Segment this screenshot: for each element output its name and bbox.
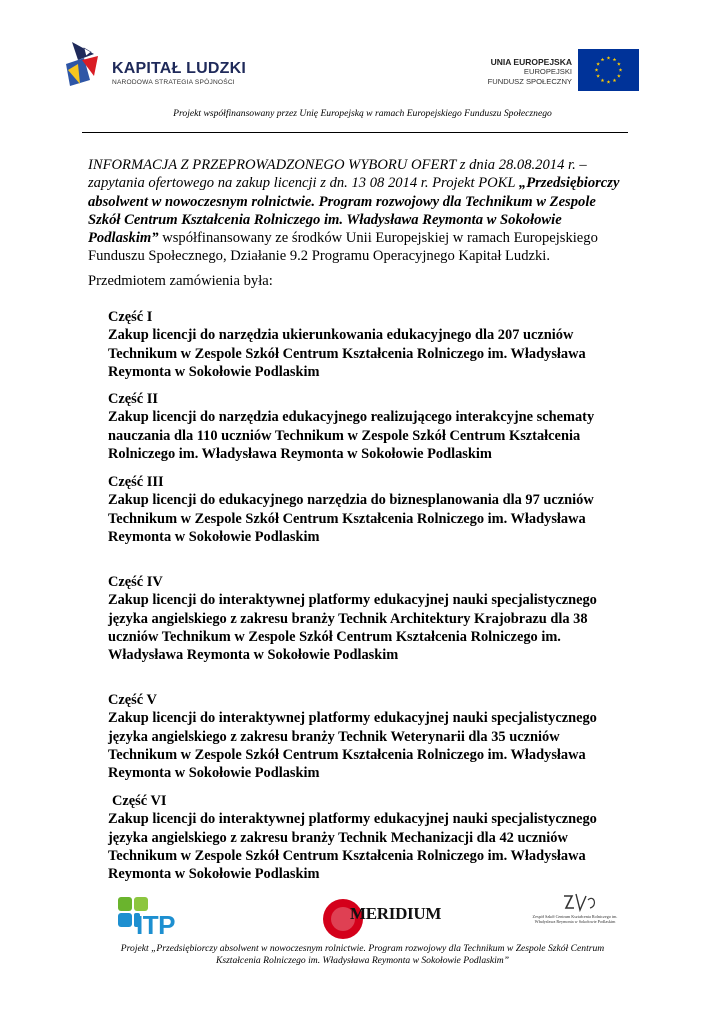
intro-line-6: Funduszu Społecznego, Działanie 9.2 Programu Operacyjnego Kapitał Ludzki. bbox=[88, 248, 551, 265]
part-title: Część VI bbox=[112, 793, 167, 809]
kapital-ludzki-subtitle: NARODOWA STRATEGIA SPÓJNOŚCI bbox=[112, 79, 235, 86]
footer-line-2: Kształcenia Rolniczego im. Władysława Reymonta w Sokołowie Podlaskim” bbox=[215, 955, 510, 967]
part-4 bbox=[108, 573, 628, 664]
part-line: Reymonta w Sokołowie Podlaskim bbox=[108, 765, 320, 782]
part-line: Technikum w Zespole Szkół Centrum Kształcenia Rolniczego im. Władysława bbox=[108, 510, 586, 527]
part-line: Reymonta w Sokołowie Podlaskim bbox=[108, 866, 320, 883]
eu-flag-icon bbox=[578, 49, 639, 91]
intro-line-5: współfinansowany ze środków Unii Europejskiej w ramach Europejskiego bbox=[158, 230, 598, 247]
part-line: Zakup licencji do narzędzia edukacyjnego realizującego interakcyjne schematy bbox=[108, 409, 595, 426]
kapital-ludzki-title: KAPITAŁ LUDZKI bbox=[112, 60, 247, 77]
itp-logo-text: ITP bbox=[136, 910, 175, 940]
intro-paragraph bbox=[88, 156, 622, 266]
part-2 bbox=[108, 390, 628, 463]
eu-label-line-3: FUNDUSZ SPOŁECZNY bbox=[487, 77, 572, 86]
intro-line-4: Szkół Centrum Kształcenia Rolniczego im. Władysława Reymonta w Sokołowie bbox=[88, 211, 562, 228]
part-line: Władysława Reymonta w Sokołowie Podlaskim bbox=[108, 647, 399, 664]
part-5 bbox=[108, 691, 628, 782]
part-line: Zakup licencji do narzędzia ukierunkowania edukacyjnego dla 207 uczniów bbox=[108, 327, 574, 344]
part-1 bbox=[108, 308, 628, 381]
part-line: Technikum w Zespole Szkół Centrum Kształcenia Rolniczego im. Władysława bbox=[108, 345, 586, 362]
part-line: Reymonta w Sokołowie Podlaskim bbox=[108, 363, 320, 380]
school-logo-text: Zespół Szkół Centrum Kształcenia Rolniczego im. Władysława Reymonta w Sokołowie Podlaskim bbox=[532, 914, 618, 924]
part-title: Część III bbox=[108, 474, 164, 490]
part-line: języka angielskiego z zakresu branży Technik Mechanizacji dla 42 uczniów bbox=[108, 829, 568, 846]
part-title: Część V bbox=[108, 692, 157, 708]
part-line: Technikum w Zespole Szkół Centrum Kształcenia Rolniczego im. Władysława bbox=[108, 847, 586, 864]
intro-line-1: INFORMACJA Z PRZEPROWADZONEGO WYBORU OFERT z dnia 28.08.2014 r. – bbox=[88, 157, 587, 173]
intro-line-3: absolwent w nowoczesnym rolnictwie. Program rozwojowy dla Technikum w Zespole bbox=[88, 193, 596, 210]
part-line: Zakup licencji do interaktywnej platformy edukacyjnej nauki specjalistycznego bbox=[108, 811, 597, 828]
part-line: Rolniczego im. Władysława Reymonta w Sokołowie Podlaskim bbox=[108, 445, 492, 462]
intro-line-2-bold: „Przedsiębiorczy bbox=[518, 175, 620, 192]
part-title: Część II bbox=[108, 391, 158, 407]
part-line: Zakup licencji do edukacyjnego narzędzia do biznesplanowania dla 97 uczniów bbox=[108, 492, 594, 509]
footer-line-1: Projekt „Przedsiębiorczy absolwent w nowoczesnym rolnictwie. Program rozwojowy dla Technikum w Zespole Szkół Centrum bbox=[120, 943, 605, 954]
meridium-logo-text: MERIDIUM bbox=[350, 904, 442, 923]
subject-label: Przedmiotem zamówienia była: bbox=[88, 273, 273, 289]
part-line: języka angielskiego z zakresu branży Technik Weterynarii dla 35 uczniów bbox=[108, 728, 560, 745]
part-line: Zakup licencji do interaktywnej platformy edukacyjnej nauki specjalistycznego bbox=[108, 592, 597, 609]
intro-line-5-bold: Podlaskim” bbox=[88, 230, 159, 247]
eu-label-line-2: EUROPEJSKI bbox=[523, 67, 572, 76]
part-line: uczniów Technikum w Zespole Szkół Centrum Kształcenia Rolniczego im. bbox=[108, 628, 561, 645]
part-title: Część I bbox=[108, 309, 153, 325]
part-line: języka angielskiego z zakresu branży Technik Architektury Krajobrazu dla 38 bbox=[108, 610, 588, 627]
part-line: nauczania dla 110 uczniów Technikum w Zespole Szkół Centrum Kształcenia bbox=[108, 427, 581, 444]
part-line: Reymonta w Sokołowie Podlaskim bbox=[108, 528, 320, 545]
part-6 bbox=[108, 792, 628, 883]
intro-line-2: zapytania ofertowego na zakup licencji z dn. 13 08 2014 r. Projekt POKL bbox=[88, 175, 519, 192]
part-3 bbox=[108, 473, 628, 546]
footer-project-text bbox=[0, 943, 725, 968]
eu-label-line-1: UNIA EUROPEJSKA bbox=[490, 57, 572, 67]
part-line: Technikum w Zespole Szkół Centrum Kształcenia Rolniczego im. Władysława bbox=[108, 746, 586, 763]
eu-label bbox=[470, 57, 572, 87]
school-logo-icon bbox=[536, 892, 616, 934]
part-line: Zakup licencji do interaktywnej platformy edukacyjnej nauki specjalistycznego bbox=[108, 710, 597, 727]
project-cofinancing-line: Projekt współfinansowany przez Unię Europejską w ramach Europejskiego Funduszu Społecznego bbox=[173, 108, 552, 119]
header-divider bbox=[82, 132, 628, 133]
part-title: Część IV bbox=[108, 574, 163, 590]
